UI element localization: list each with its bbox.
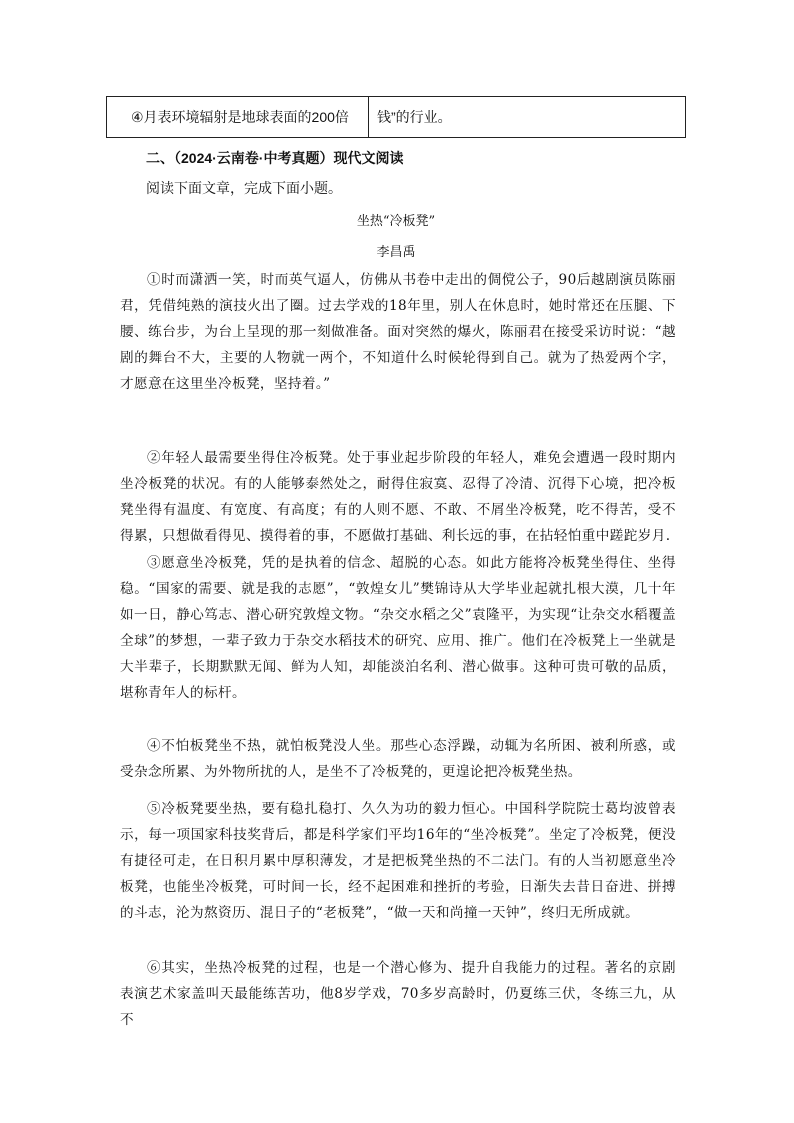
table-fragment (106, 96, 686, 138)
paragraph-3: ③愿意坐冷板凳，凭的是执着的信念、超脱的心态。如此方能将冷板凳坐得住、坐得稳。“国家的需要、就是我的志愿”，“敦煌女儿”樊锦诗从大学毕业起就扎根大漠，几十年如一日，静心笃志、潜心研究敦煌文物。“杂交水稻之父”袁隆平，为实现“让杂交水稻覆盖全球”的梦想，一辈子致力于杂交水稻技术的研究、应用、推广。他们在冷板凳上一坐就是大半辈子，长期默默无闻、鲜为人知，却能淡泊名利、潜心做事。这种可贵可敬的品质，堪称青年人的标杆。 (120, 555, 676, 701)
table-cell-right: 钱”的行业。 (377, 109, 452, 125)
table-cell-left: ④月表环境辐射是地球表面的200倍 (107, 97, 369, 137)
paragraph-6: ⑥其实，坐热冷板凳的过程，也是一个潜心修为、提升自我能力的过程。著名的京剧表演艺术家盖叫天最能练苦功，他8岁学戏，70多岁高龄时，仍夏练三伏，冬练三九，从不 (120, 960, 676, 1028)
reading-instruction: 阅读下面文章，完成下面小题。 (146, 180, 342, 196)
paragraph-4: ④不怕板凳坐不热，就怕板凳没人坐。那些心态浮躁，动辄为名所困、被利所惑，或受杂念所累、为外物所扰的人，是坐不了冷板凳的，更遑论把冷板凳坐热。 (120, 738, 676, 780)
paragraph-2: ②年轻人最需要坐得住冷板凳。处于事业起步阶段的年轻人，难免会遭遇一段时期内坐冷板凳的状况。有的人能够泰然处之，耐得住寂寞、忍得了冷清、沉得下心境，把冷板凳坐得有温度、有宽度、有高度；有的人则不愿、不敢、不屑坐冷板凳，吃不得苦，受不得累，只想做看得见、摸得着的事，不愿做打基础、利长远的事，在拈轻怕重中蹉跎岁月. (120, 450, 676, 544)
article-title: 坐热“冷板凳” (356, 214, 436, 229)
paragraph-1: ①时而潇洒一笑，时而英气逼人，仿佛从书卷中走出的倜傥公子，90后越剧演员陈丽君，凭借纯熟的演技火出了圈。过去学戏的18年里，别人在休息时，她时常还在压腿、下腰、练台步，为台上呈现的那一刻做准备。面对突然的爆火，陈丽君在接受采访时说：“越剧的舞台不大，主要的人物就一两个，不知道什么时候轮得到自己。就为了热爱两个字，才愿意在这里坐冷板凳，坚持着。” (120, 272, 676, 392)
paragraph-5: ⑤冷板凳要坐热，要有稳扎稳打、久久为功的毅力恒心。中国科学院院士葛均波曾表示，每一项国家科技奖背后，都是科学家们平均16年的“坐冷板凳”。坐定了冷板凳，便没有捷径可走，在日积月累中厚积薄发，才是把板凳坐热的不二法门。有的人当初愿意坐冷板凳，也能坐冷板凳，可时间一长，经不起困难和挫折的考验，日渐失去昔日奋进、拼搏的斗志，沦为熬资历、混日子的“老板凳”，“做一天和尚撞一天钟”，终归无所成就。 (120, 801, 676, 921)
section-title: 二、（2024·云南卷·中考真题）现代文阅读 (146, 150, 404, 166)
article-author: 李昌禹 (376, 245, 416, 260)
